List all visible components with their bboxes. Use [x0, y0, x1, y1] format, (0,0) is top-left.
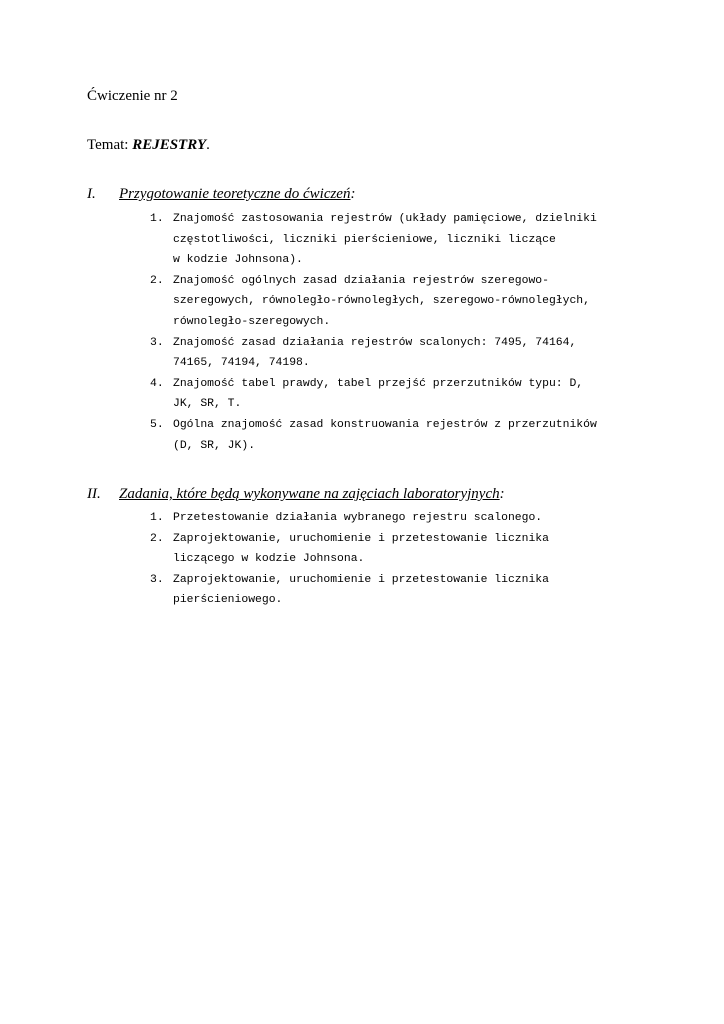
- item-number: 2.: [150, 532, 164, 545]
- list-item: [150, 415, 597, 456]
- item-line: Zaprojektowanie, uruchomienie i przetestowanie licznika: [173, 532, 549, 545]
- item-line: Znajomość zasad działania rejestrów scalonych: 7495, 74164,: [173, 336, 577, 349]
- list-item: [150, 570, 549, 611]
- item-line: w kodzie Johnsona).: [173, 254, 303, 267]
- section-number: II.: [87, 486, 101, 502]
- section-number: I.: [87, 186, 96, 202]
- item-line: Znajomość ogólnych zasad działania rejestrów szeregowo-: [173, 274, 549, 287]
- item-number: 1.: [150, 213, 164, 225]
- item-number: 1.: [150, 512, 164, 524]
- exercise-title: Ćwiczenie nr 2: [87, 88, 178, 104]
- item-line: szeregowych, równoległo-równoległych, szeregowo-równoległych,: [173, 295, 590, 308]
- item-line: Przetestowanie działania wybranego rejestru scalonego.: [173, 512, 543, 524]
- item-number: 5.: [150, 418, 164, 431]
- item-line: pierścieniowego.: [173, 594, 283, 607]
- item-number: 4.: [150, 377, 164, 390]
- item-line: (D, SR, JK).: [173, 439, 256, 452]
- item-line: Ogólna znajomość zasad konstruowania rejestrów z przerzutników: [173, 418, 597, 431]
- list-item: [150, 333, 597, 374]
- item-line: JK, SR, T.: [173, 398, 242, 411]
- list-item: [150, 529, 549, 570]
- item-number: 3.: [150, 336, 164, 349]
- list-item: [150, 374, 597, 415]
- item-line: Znajomość tabel prawdy, tabel przejść przerzutników typu: D,: [173, 377, 584, 390]
- item-line: Zaprojektowanie, uruchomienie i przetestowanie licznika: [173, 573, 549, 586]
- lab-tasks-list: [150, 508, 549, 611]
- section-heading-theory: [87, 185, 355, 203]
- section-title: Przygotowanie teoretyczne do ćwiczeń: [119, 186, 351, 202]
- item-line: równoległo-szeregowych.: [173, 315, 331, 328]
- list-item: [150, 209, 597, 271]
- section-heading-lab-tasks: [87, 485, 505, 503]
- item-line: liczącego w kodzie Johnsona.: [173, 553, 365, 566]
- item-number: 2.: [150, 274, 164, 287]
- topic-suffix: .: [206, 137, 210, 153]
- section-title-suffix: :: [499, 486, 505, 502]
- list-item: [150, 508, 549, 529]
- list-item: [150, 271, 597, 333]
- topic-line: [87, 136, 210, 154]
- section-title-suffix: :: [350, 186, 356, 202]
- theory-requirements-list: [150, 209, 597, 456]
- section-title: Zadania, które będą wykonywane na zajęciach laboratoryjnych: [119, 486, 500, 502]
- topic-label: Temat:: [87, 137, 129, 153]
- item-line: częstotliwości, liczniki pierścieniowe, liczniki liczące: [173, 233, 556, 246]
- item-line: Znajomość zastosowania rejestrów (układy pamięciowe, dzielniki: [173, 213, 597, 225]
- item-number: 3.: [150, 573, 164, 586]
- topic-value: REJESTRY: [132, 137, 207, 153]
- item-line: 74165, 74194, 74198.: [173, 357, 310, 370]
